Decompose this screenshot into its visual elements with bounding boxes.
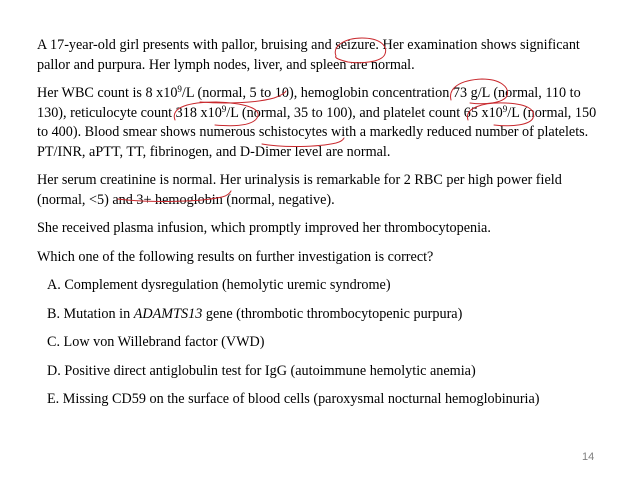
answer-option-b <box>47 305 607 325</box>
page-number: 14 <box>582 451 595 463</box>
lab-text-hemoglobin-retic: /L (normal, 5 to 10), hemoglobin concentration 73 g/L (normal, 110 to 130), reticulocyte count 318 x10 <box>37 85 581 121</box>
option-b-prefix: B. Mutation in <box>47 305 134 322</box>
question-stem: Which one of the following results on further investigation is correct? <box>37 248 434 265</box>
lab-text-wbc: Her WBC count is 8 x10 <box>37 85 178 101</box>
exponent-platelet: 9 <box>502 103 508 114</box>
option-b-gene: ADAMTS13 <box>133 305 203 322</box>
answer-option-c: C. Low von Willebrand factor (VWD) <box>47 334 265 350</box>
answer-option-e: E. Missing CD59 on the surface of blood cells (paroxysmal nocturnal hemoglobinuria) <box>47 391 540 407</box>
lab-results-paragraph <box>37 84 607 162</box>
exponent-retic: 9 <box>221 103 227 114</box>
lab-text-smear: /L (normal, 150 to 400). Blood smear shows numerous schistocytes with a markedly reduced number of platelets. PT/INR, aPTT, TT, fibrinogen, and D-Dimer level are normal. <box>37 104 597 160</box>
answer-option-a: A. Complement dysregulation (hemolytic uremic syndrome) <box>47 277 391 293</box>
answer-option-d: D. Positive direct antiglobulin test for IgG (autoimmune hemolytic anemia) <box>47 362 476 379</box>
slide-content <box>37 36 607 419</box>
case-presentation-paragraph: A 17-year-old girl presents with pallor, bruising and seizure. Her examination shows significant pallor and purpura. Her lymph nodes, liver, and spleen are normal. <box>37 37 580 73</box>
exponent-wbc: 9 <box>177 84 182 94</box>
lab-text-platelet: /L (normal, 35 to 100), and platelet count 65 x10 <box>226 104 503 121</box>
option-b-suffix: gene (thrombotic thrombocytopenic purpura) <box>202 305 463 322</box>
urinalysis-paragraph: Her serum creatinine is normal. Her urinalysis is remarkable for 2 RBC per high power field (normal, <5) and 3+ hemoglobin (normal, negative). <box>37 172 562 208</box>
treatment-paragraph: She received plasma infusion, which promptly improved her thrombocytopenia. <box>37 220 491 236</box>
